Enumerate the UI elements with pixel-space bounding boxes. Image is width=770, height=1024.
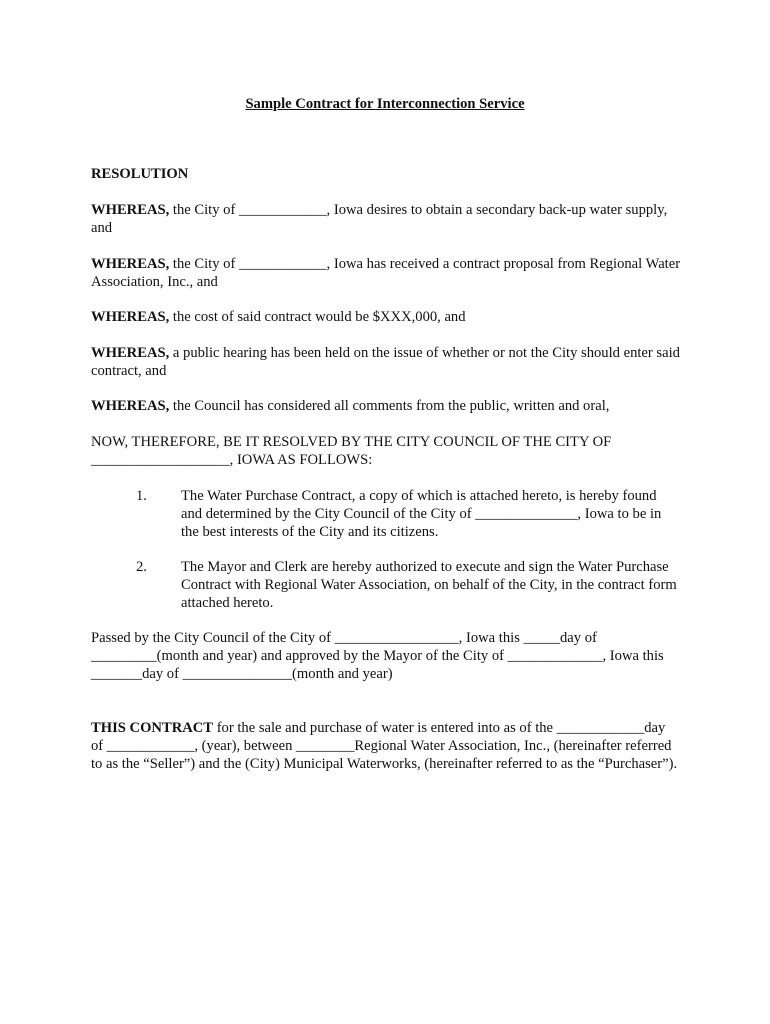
whereas-clause-3 (91, 308, 681, 326)
item-number: 1. (136, 488, 147, 504)
contract-text: for the sale and purchase of water is entered into as of the ____________day of ____________, (year), between ________Regional Water Association, Inc., (hereinafter referred to as the “Seller”) and the (City) Municipal Waterworks, (hereinafter referred to as the “Purchaser”). (91, 720, 678, 772)
document-title: Sample Contract for Interconnection Service (245, 96, 525, 112)
whereas-text: the City of ____________, Iowa desires to obtain a secondary back-up water supply, and (91, 202, 668, 236)
whereas-clause-4 (91, 344, 681, 380)
whereas-lead: WHEREAS, (91, 256, 170, 272)
whereas-lead: WHEREAS, (91, 345, 170, 361)
whereas-clause-2 (91, 255, 681, 291)
contract-lead: THIS CONTRACT (91, 720, 214, 736)
item-text: The Mayor and Clerk are hereby authorized to execute and sign the Water Purchase Contract with Regional Water Association, on behalf of the City, in the contract form attached hereto. (181, 559, 677, 611)
whereas-text: the City of ____________, Iowa has received a contract proposal from Regional Water Association, Inc., and (91, 256, 681, 290)
item-number: 2. (136, 559, 147, 575)
whereas-lead: WHEREAS, (91, 398, 170, 414)
contract-clause (91, 719, 681, 773)
resolved-clause: NOW, THEREFORE, BE IT RESOLVED BY THE CITY COUNCIL OF THE CITY OF ___________________, IOWA AS FOLLOWS: (91, 434, 612, 468)
resolution-heading: RESOLUTION (91, 166, 189, 182)
whereas-text: the Council has considered all comments from the public, written and oral, (169, 398, 610, 414)
item-text: The Water Purchase Contract, a copy of which is attached hereto, is hereby found and determined by the City Council of the City of ______________, Iowa to be in the best interests of the City and its citizens. (181, 488, 662, 540)
passed-clause: Passed by the City Council of the City of _________________, Iowa this _____day of _________(month and year) and approved by the Mayor of the City of _____________, Iowa this _______day of _______________(month and year) (91, 630, 664, 682)
whereas-text: the cost of said contract would be $XXX,000, and (169, 309, 466, 325)
whereas-lead: WHEREAS, (91, 309, 170, 325)
whereas-lead: WHEREAS, (91, 202, 170, 218)
whereas-clause-5 (91, 397, 681, 415)
whereas-text: a public hearing has been held on the issue of whether or not the City should enter said contract, and (91, 345, 680, 379)
whereas-clause-1 (91, 201, 681, 237)
